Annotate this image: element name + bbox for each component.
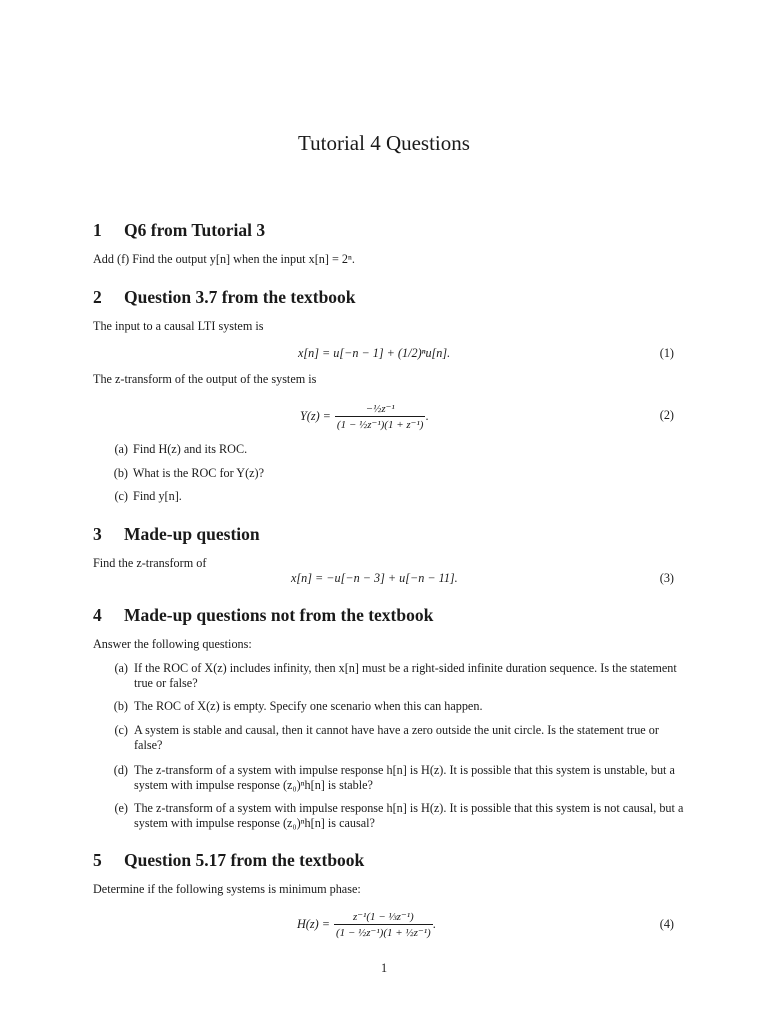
section-heading-4: [93, 605, 433, 626]
section-title: Q6 from Tutorial 3: [124, 220, 266, 240]
section-heading-5: [93, 850, 364, 871]
list-item-label: (b): [113, 699, 128, 713]
equation-2-fraction: [335, 402, 426, 431]
equation-3: x[n] = −u[−n − 3] + u[−n − 11].: [291, 571, 458, 585]
section-title: Question 5.17 from the textbook: [124, 850, 365, 870]
section-title: Made-up questions not from the textbook: [124, 605, 434, 625]
list-item-text: The z-transform of a system with impulse response h[n] is H(z). It is possible that this system is unstable, but a system with impulse response (z₀)ⁿh[n] is stable?: [134, 763, 675, 793]
section-heading-2: [93, 287, 356, 308]
list-item: [98, 489, 182, 504]
section-number: 2: [93, 287, 102, 307]
list-item-text: Find H(z) and its ROC.: [133, 442, 248, 456]
list-item-text: A system is stable and causal, then it cannot have have a zero outside the unit circle. Is the statement true or false?: [134, 723, 659, 753]
list-item-label: (a): [114, 442, 128, 456]
list-item-text: Find y[n].: [133, 489, 182, 503]
list-item: [98, 801, 685, 831]
section-heading-1: [93, 220, 265, 241]
list-item-text: If the ROC of X(z) includes infinity, then x[n] must be a right-sided infinite duration sequence. Is the statement true or false?: [134, 661, 677, 691]
list-item-label: (d): [113, 763, 128, 777]
equation-2: Y(z) = $\frac{\text{−½z⁻¹}}{\text{(1 − ½z⁻¹)(1 + z⁻¹)}}$ .: [300, 402, 429, 431]
section-1-body: Add (f) Find the output y[n] when the input x[n] = 2ⁿ.: [93, 252, 355, 266]
equation-number-2: (2): [659, 408, 674, 422]
section-number: 5: [93, 850, 102, 870]
equation-2-lhs: Y(z) =: [300, 408, 331, 423]
section-5-intro: Determine if the following systems is minimum phase:: [93, 882, 361, 896]
equation-4-denominator: (1 − ½z⁻¹)(1 + ½z⁻¹): [335, 926, 431, 939]
list-item: [98, 763, 685, 793]
equation-4-lhs: H(z) =: [297, 916, 330, 931]
section-2-mid: The z-transform of the output of the system is: [93, 372, 317, 386]
list-item-label: (a): [114, 661, 128, 675]
list-item: [98, 661, 685, 691]
section-3-intro: Find the z-transform of: [93, 556, 207, 570]
equation-4: H(z) = $\frac{\text{z⁻¹(1 − ⅓z⁻¹)}}{\text{(1 − ½z⁻¹)(1 + ½z⁻¹)}}$ .: [297, 910, 436, 939]
list-item-label: (b): [113, 466, 128, 480]
equation-number-3: (3): [659, 571, 674, 585]
section-number: 3: [93, 524, 102, 544]
list-item-text: The ROC of X(z) is empty. Specify one scenario when this can happen.: [134, 699, 483, 713]
section-title: Made-up question: [124, 524, 260, 544]
document-title: Tutorial 4 Questions: [298, 131, 470, 155]
equation-4-fraction: [334, 910, 433, 939]
section-heading-3: [93, 524, 260, 545]
list-item-label: (c): [114, 723, 128, 737]
list-item-label: (c): [114, 489, 128, 503]
equation-2-numerator: −½z⁻¹: [335, 402, 426, 417]
list-item: [98, 723, 685, 753]
equation-number-1: (1): [659, 346, 674, 360]
section-title: Question 3.7 from the textbook: [124, 287, 356, 307]
list-item: [98, 442, 247, 457]
list-item: [98, 466, 264, 481]
equation-1: x[n] = u[−n − 1] + (1/2)ⁿu[n].: [298, 346, 451, 360]
list-item-text: What is the ROC for Y(z)?: [132, 466, 265, 480]
equation-4-numerator: z⁻¹(1 − ⅓z⁻¹): [334, 910, 433, 925]
list-item-label: (e): [114, 801, 128, 815]
equation-number-4: (4): [659, 917, 674, 931]
list-item: [98, 699, 685, 714]
section-number: 1: [93, 220, 102, 240]
page-number: 1: [380, 961, 388, 975]
equation-2-denominator: (1 − ½z⁻¹)(1 + z⁻¹): [336, 418, 424, 431]
list-item-text: The z-transform of a system with impulse response h[n] is H(z). It is possible that this system is not causal, but a system with impulse response (z₀)ⁿh[n] is causal?: [134, 801, 684, 831]
section-number: 4: [93, 605, 102, 625]
section-4-intro: Answer the following questions:: [93, 637, 252, 651]
section-2-intro: The input to a causal LTI system is: [93, 319, 264, 333]
